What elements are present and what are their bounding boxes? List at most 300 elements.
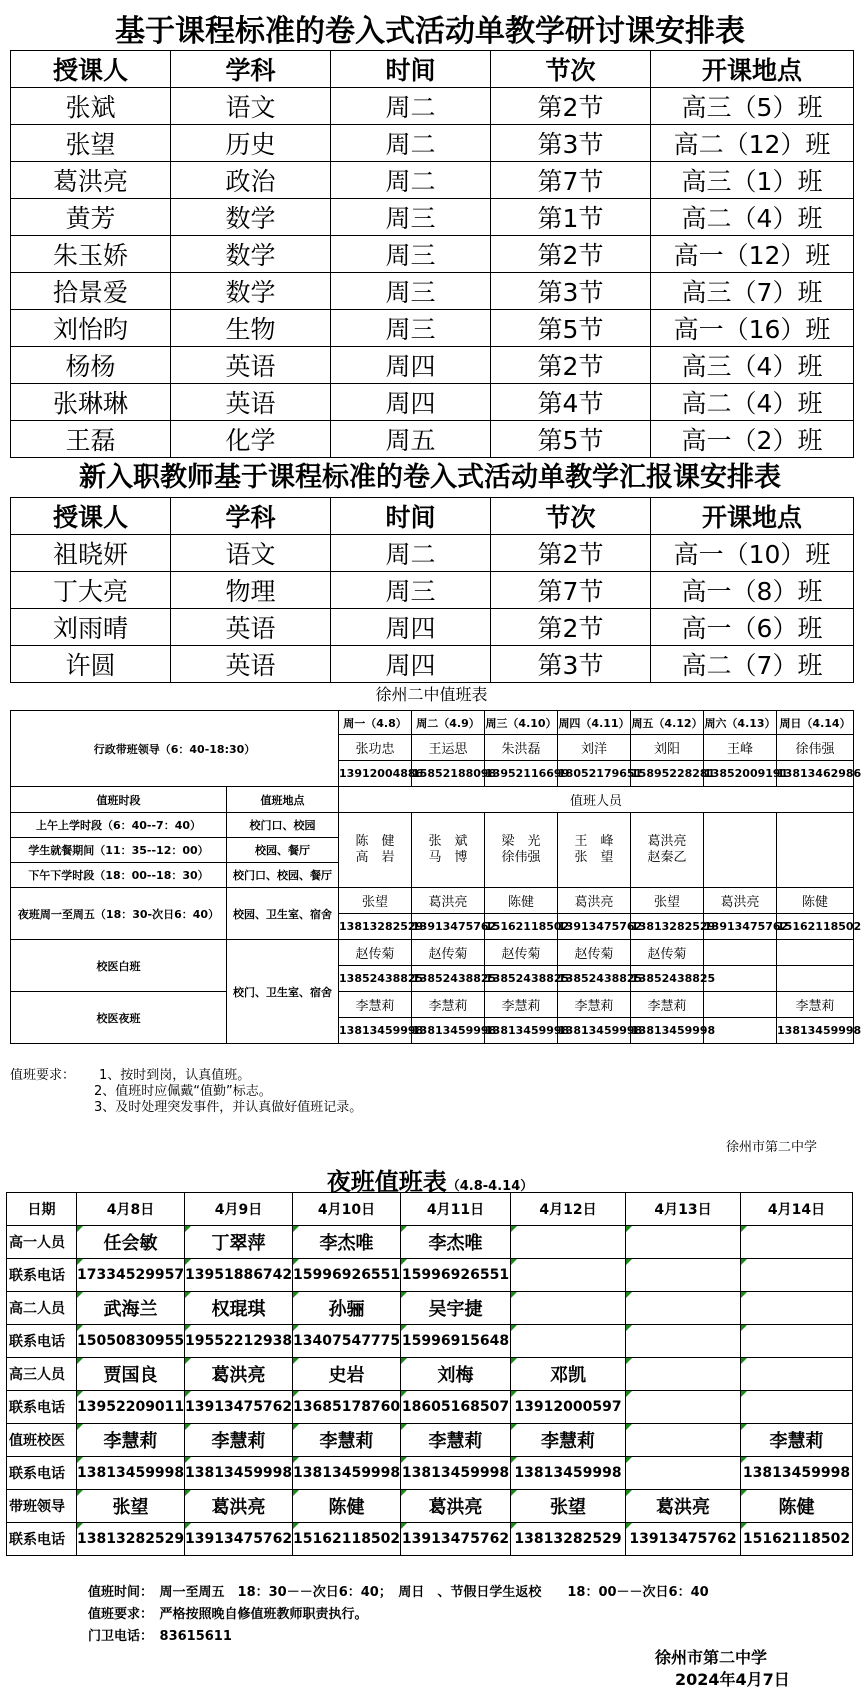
duty-staff-name: 高 岩 <box>355 850 395 865</box>
table1-cell: 周二 <box>331 88 491 125</box>
duty-doc-day-phone: 13852438825 <box>558 966 631 992</box>
night-date-header: 4月9日 <box>185 1193 293 1226</box>
duty-doc-day-name: 赵传菊 <box>412 940 485 966</box>
table1-cell: 拾景爱 <box>11 273 171 310</box>
table1-cell: 王磊 <box>11 421 171 458</box>
night-name-cell: 孙骊 <box>293 1292 401 1325</box>
duty-day-header: 周四（4.11） <box>558 711 631 735</box>
table1-cell: 周四 <box>331 347 491 384</box>
duty-staff-cell <box>558 813 631 888</box>
duty-staff-cell <box>412 813 485 888</box>
night-name-cell: 李慧莉 <box>401 1424 511 1457</box>
night-row-label: 联系电话 <box>7 1457 77 1490</box>
night-name-cell <box>741 1226 853 1259</box>
table2-cell: 高一（8）班 <box>651 572 854 609</box>
duty-leader-name: 徐伟强 <box>777 735 854 761</box>
night-title: 夜班值班表 <box>326 1168 447 1196</box>
night-name-cell <box>626 1424 741 1457</box>
table1-cell: 黄芳 <box>11 199 171 236</box>
duty-period-place: 校门口、校园、餐厅 <box>227 863 339 888</box>
night-phone-cell <box>741 1259 853 1292</box>
duty-period-place: 校门口、校园 <box>227 813 339 838</box>
duty-night-name: 葛洪亮 <box>704 888 777 914</box>
table1-row <box>11 347 854 384</box>
duty-staff-name: 梁 光 <box>501 834 541 849</box>
duty-leader-name: 王运思 <box>412 735 485 761</box>
table1-cell: 刘怡昀 <box>11 310 171 347</box>
night-phone-cell <box>626 1259 741 1292</box>
table1-cell: 第3节 <box>491 125 651 162</box>
table1-cell: 高二（4）班 <box>651 199 854 236</box>
table1-cell: 第7节 <box>491 162 651 199</box>
table1-cell: 周三 <box>331 310 491 347</box>
duty-leader-phone: 13852009191 <box>704 761 777 787</box>
night-row-label: 联系电话 <box>7 1325 77 1358</box>
duty-doc-day-name: 赵传菊 <box>485 940 558 966</box>
duty-doc-day-phone: 13852438825 <box>339 966 412 992</box>
duty-row <box>11 711 854 735</box>
duty-staff-cell <box>339 813 412 888</box>
table1-cell: 周二 <box>331 125 491 162</box>
duty-night-name: 葛洪亮 <box>412 888 485 914</box>
duty-staff-name: 葛洪亮 <box>647 834 687 849</box>
night-date-header: 4月8日 <box>77 1193 185 1226</box>
night-name-cell <box>626 1226 741 1259</box>
night-date-header: 4月13日 <box>626 1193 741 1226</box>
duty-doc-night-phone: 13813459998 <box>631 1018 704 1044</box>
duty-period-label: 上午上学时段（6：40--7：40） <box>11 813 227 838</box>
night-phone-cell: 15162118502 <box>741 1523 853 1556</box>
night-name-cell: 李慧莉 <box>293 1424 401 1457</box>
table1-header-cell: 时间 <box>331 51 491 88</box>
night-name-cell: 任会敏 <box>77 1226 185 1259</box>
night-phone-cell: 13813459998 <box>511 1457 626 1490</box>
table1-cell: 张斌 <box>11 88 171 125</box>
duty-staff-cell <box>631 813 704 888</box>
night-row-label: 高一人员 <box>7 1226 77 1259</box>
night-phone-cell: 13913475762 <box>185 1391 293 1424</box>
table1-row <box>11 236 854 273</box>
table1-cell: 朱玉娇 <box>11 236 171 273</box>
table1-cell: 政治 <box>171 162 331 199</box>
night-phone-cell: 13813459998 <box>77 1457 185 1490</box>
night-name-cell: 张望 <box>511 1490 626 1523</box>
table1-cell: 杨杨 <box>11 347 171 384</box>
table2-cell: 英语 <box>171 609 331 646</box>
night-phone-cell: 13912000597 <box>511 1391 626 1424</box>
table1-cell: 葛洪亮 <box>11 162 171 199</box>
night-row-label: 联系电话 <box>7 1259 77 1292</box>
duty-night-label: 夜班周一至周五（18：30-次日6：40） <box>11 888 227 940</box>
night-phone-cell: 15050830955 <box>77 1325 185 1358</box>
night-row <box>7 1490 853 1523</box>
duty-row <box>11 992 854 1018</box>
table1-row <box>11 88 854 125</box>
night-phone-cell: 15996926551 <box>293 1259 401 1292</box>
table2-cell: 第3节 <box>491 646 651 683</box>
night-phone-cell: 13407547775 <box>293 1325 401 1358</box>
table2-cell: 周四 <box>331 609 491 646</box>
night-name-cell <box>511 1292 626 1325</box>
duty-leader-phone: 18052179651 <box>558 761 631 787</box>
table1-cell: 第2节 <box>491 236 651 273</box>
night-phone-cell: 13813459998 <box>185 1457 293 1490</box>
night-row-label: 高二人员 <box>7 1292 77 1325</box>
duty-period-place: 校园、餐厅 <box>227 838 339 863</box>
duty-doc-night-name: 李慧莉 <box>631 992 704 1018</box>
night-phone-cell: 13813459998 <box>741 1457 853 1490</box>
duty-night-name: 陈健 <box>777 888 854 914</box>
night-phone-cell: 13813282529 <box>77 1523 185 1556</box>
duty-req-line-2: 2、值班时应佩戴“值勤”标志。 <box>94 1084 272 1099</box>
duty-leader-phone: 15852188098 <box>412 761 485 787</box>
table1-row <box>11 273 854 310</box>
night-row <box>7 1259 853 1292</box>
duty-staff-name: 王 峰 <box>574 834 614 849</box>
table1-cell: 高三（7）班 <box>651 273 854 310</box>
table2-cell: 语文 <box>171 535 331 572</box>
night-phone-cell: 19552212938 <box>185 1325 293 1358</box>
duty-row <box>11 940 854 966</box>
duty-title: 徐州二中值班表 <box>375 685 488 704</box>
table2-cell: 丁大亮 <box>11 572 171 609</box>
night-name-cell <box>511 1226 626 1259</box>
duty-day-header: 周一（4.8） <box>339 711 412 735</box>
duty-doc-day-phone: 13852438825 <box>631 966 704 992</box>
table2-header-cell: 节次 <box>491 498 651 535</box>
night-row <box>7 1424 853 1457</box>
table2-cell: 第2节 <box>491 535 651 572</box>
night-date-header: 4月14日 <box>741 1193 853 1226</box>
duty-night-phone: 13913475762 <box>558 914 631 940</box>
duty-doc-night-label: 校医夜班 <box>11 992 227 1044</box>
duty-doc-night-phone: 13813459998 <box>412 1018 485 1044</box>
duty-leader-label: 行政带班领导（6：40-18:30） <box>11 711 339 787</box>
table1-cell: 英语 <box>171 384 331 421</box>
duty-doc-day-label: 校医白班 <box>11 940 227 992</box>
night-phone-cell: 13685178760 <box>293 1391 401 1424</box>
duty-doc-night-name: 李慧莉 <box>412 992 485 1018</box>
table1-row <box>11 421 854 458</box>
night-row-label: 联系电话 <box>7 1391 77 1424</box>
night-date-header: 4月12日 <box>511 1193 626 1226</box>
night-phone-cell: 13951886742 <box>185 1259 293 1292</box>
night-phone-cell: 13813459998 <box>293 1457 401 1490</box>
duty-doc-night-phone: 13813459998 <box>558 1018 631 1044</box>
duty-period-header: 值班时段 <box>11 787 227 813</box>
schedule-table-1 <box>10 50 854 458</box>
table1-cell: 周三 <box>331 199 491 236</box>
table1-cell: 数学 <box>171 236 331 273</box>
table1-cell: 高三（5）班 <box>651 88 854 125</box>
duty-doc-night-phone: 13813459998 <box>777 1018 854 1044</box>
duty-night-name: 葛洪亮 <box>558 888 631 914</box>
duty-night-phone: 13913475762 <box>704 914 777 940</box>
duty-leader-phone: 13813462986 <box>777 761 854 787</box>
gate-phone-label: 门卫电话： <box>88 1629 147 1644</box>
night-name-cell <box>741 1292 853 1325</box>
table1-row <box>11 199 854 236</box>
duty-place-header: 值班地点 <box>227 787 339 813</box>
table1-cell: 张琳琳 <box>11 384 171 421</box>
duty-night-phone: 13913475762 <box>412 914 485 940</box>
table2-cell: 许圆 <box>11 646 171 683</box>
night-phone-cell: 13813282529 <box>511 1523 626 1556</box>
duty-night-phone: 15162118502 <box>777 914 854 940</box>
table1-cell: 高一（16）班 <box>651 310 854 347</box>
table1-cell: 第5节 <box>491 310 651 347</box>
night-row <box>7 1325 853 1358</box>
night-name-cell: 葛洪亮 <box>185 1358 293 1391</box>
duty-doc-day-name <box>704 940 777 966</box>
duty-footer: 徐州市第二中学 <box>726 1140 818 1155</box>
table1-cell: 高三（4）班 <box>651 347 854 384</box>
duty-req-line-1: 1、按时到岗，认真值班。 <box>99 1068 251 1083</box>
night-row <box>7 1457 853 1490</box>
table1-cell: 周五 <box>331 421 491 458</box>
night-name-cell: 葛洪亮 <box>185 1490 293 1523</box>
table2-row <box>11 535 854 572</box>
night-phone-cell <box>626 1457 741 1490</box>
night-phone-cell: 13913475762 <box>626 1523 741 1556</box>
table1-header-cell: 授课人 <box>11 51 171 88</box>
duty-day-header: 周五（4.12） <box>631 711 704 735</box>
duty-leader-phone: 15895228281 <box>631 761 704 787</box>
duty-time-text: 周一至周五 18：30－－次日6：40； 周日 、节假日学生返校 18：00－－次日6：40 <box>159 1585 709 1600</box>
night-row <box>7 1358 853 1391</box>
night-row <box>7 1292 853 1325</box>
duty-day-header: 周六（4.13） <box>704 711 777 735</box>
table1-cell: 周二 <box>331 162 491 199</box>
night-name-cell: 贾国良 <box>77 1358 185 1391</box>
table2-cell: 高一（10）班 <box>651 535 854 572</box>
night-phone-cell <box>626 1391 741 1424</box>
table2-title: 新入职教师基于课程标准的卷入式活动单教学汇报课安排表 <box>79 462 781 493</box>
duty-doc-day-name <box>777 940 854 966</box>
duty-leader-name: 王峰 <box>704 735 777 761</box>
duty-night-phone: 13813282529 <box>631 914 704 940</box>
table2-header-cell: 授课人 <box>11 498 171 535</box>
table2-cell: 周三 <box>331 572 491 609</box>
table1-cell: 语文 <box>171 88 331 125</box>
duty-night-phone: 15162118502 <box>485 914 558 940</box>
duty-day-header: 周二（4.9） <box>412 711 485 735</box>
duty-period-label: 下午下学时段（18：00--18：30） <box>11 863 227 888</box>
night-name-cell <box>741 1358 853 1391</box>
duty-doc-night-name: 李慧莉 <box>339 992 412 1018</box>
duty-leader-phone: 13912004886 <box>339 761 412 787</box>
night-date-header: 4月10日 <box>293 1193 401 1226</box>
duty-time-label: 值班时间： <box>88 1585 147 1600</box>
table2-row <box>11 646 854 683</box>
table2-header-cell: 学科 <box>171 498 331 535</box>
table1-cell: 周三 <box>331 236 491 273</box>
night-name-cell: 李慧莉 <box>77 1424 185 1457</box>
night-phone-cell: 18605168507 <box>401 1391 511 1424</box>
night-phone-cell: 13913475762 <box>401 1523 511 1556</box>
night-date-label: 日期 <box>7 1193 77 1226</box>
duty-leader-name: 张功忠 <box>339 735 412 761</box>
duty-doc-day-phone: 13852438825 <box>412 966 485 992</box>
duty-night-place: 校园、卫生室、宿舍 <box>227 888 339 940</box>
night-name-cell: 史岩 <box>293 1358 401 1391</box>
night-date-header: 4月11日 <box>401 1193 511 1226</box>
duty-staff-cell <box>485 813 558 888</box>
night-row-label: 联系电话 <box>7 1523 77 1556</box>
table2-row <box>11 572 854 609</box>
table2-header-cell: 开课地点 <box>651 498 854 535</box>
table2-cell: 第2节 <box>491 609 651 646</box>
night-row-label: 带班领导 <box>7 1490 77 1523</box>
table1-cell: 高三（1）班 <box>651 162 854 199</box>
gate-phone: 83615611 <box>159 1629 232 1644</box>
night-name-cell: 陈健 <box>293 1490 401 1523</box>
duty-staff-name: 张 望 <box>574 850 614 865</box>
night-phone-cell <box>741 1325 853 1358</box>
night-name-cell: 李慧莉 <box>741 1424 853 1457</box>
table1-cell: 第4节 <box>491 384 651 421</box>
duty-doc-day-name: 赵传菊 <box>558 940 631 966</box>
table1-cell: 周四 <box>331 384 491 421</box>
table2-cell: 高二（7）班 <box>651 646 854 683</box>
table2-cell: 周四 <box>331 646 491 683</box>
table1-header-cell: 节次 <box>491 51 651 88</box>
duty-row <box>11 813 854 838</box>
school-name: 徐州市第二中学 <box>655 1648 768 1667</box>
night-req-label: 值班要求： <box>88 1607 147 1622</box>
duty-night-name: 张望 <box>631 888 704 914</box>
night-name-cell <box>626 1292 741 1325</box>
table2-row <box>11 609 854 646</box>
duty-req-label: 值班要求： <box>10 1068 76 1083</box>
night-phone-cell: 17334529957 <box>77 1259 185 1292</box>
night-table <box>6 1192 853 1556</box>
table1-title: 基于课程标准的卷入式活动单教学研讨课安排表 <box>115 14 745 49</box>
night-phone-cell: 15996915648 <box>401 1325 511 1358</box>
night-phone-cell <box>511 1259 626 1292</box>
night-row <box>7 1523 853 1556</box>
table2-cell: 祖晓妍 <box>11 535 171 572</box>
table1-cell: 周三 <box>331 273 491 310</box>
table1-cell: 第5节 <box>491 421 651 458</box>
duty-doc-day-phone <box>777 966 854 992</box>
duty-leader-phone: 13952116699 <box>485 761 558 787</box>
night-phone-cell: 13913475762 <box>185 1523 293 1556</box>
night-name-cell: 张望 <box>77 1490 185 1523</box>
table1-cell: 第2节 <box>491 347 651 384</box>
duty-doc-day-name: 赵传菊 <box>631 940 704 966</box>
table2-cell: 刘雨晴 <box>11 609 171 646</box>
table2-header-row <box>11 498 854 535</box>
duty-table <box>10 710 861 1044</box>
night-name-cell: 李杰唯 <box>293 1226 401 1259</box>
table1-cell: 数学 <box>171 273 331 310</box>
duty-staff-empty <box>704 813 777 888</box>
duty-doc-night-name: 李慧莉 <box>485 992 558 1018</box>
table1-cell: 数学 <box>171 199 331 236</box>
night-phone-cell: 13813459998 <box>401 1457 511 1490</box>
duty-day-header: 周三（4.10） <box>485 711 558 735</box>
night-name-cell: 陈健 <box>741 1490 853 1523</box>
night-name-cell: 武海兰 <box>77 1292 185 1325</box>
duty-doc-day-phone: 13852438825 <box>485 966 558 992</box>
table1-header-row <box>11 51 854 88</box>
night-name-cell: 刘梅 <box>401 1358 511 1391</box>
duty-req-line-3: 3、及时处理突发事件，并认真做好值班记录。 <box>94 1100 363 1115</box>
night-name-cell: 吴宇捷 <box>401 1292 511 1325</box>
night-phone-cell <box>626 1325 741 1358</box>
duty-staff-header: 值班人员 <box>339 787 854 813</box>
night-name-cell: 权琨琪 <box>185 1292 293 1325</box>
table1-cell: 高二（4）班 <box>651 384 854 421</box>
table1-cell: 张望 <box>11 125 171 162</box>
duty-time-line <box>88 1581 709 1600</box>
table2-cell: 第7节 <box>491 572 651 609</box>
night-name-cell: 邓凯 <box>511 1358 626 1391</box>
duty-doc-night-name: 李慧莉 <box>777 992 854 1018</box>
table1-cell: 生物 <box>171 310 331 347</box>
duty-staff-empty <box>777 813 854 888</box>
night-phone-cell: 15996926551 <box>401 1259 511 1292</box>
night-name-cell <box>626 1358 741 1391</box>
table2-cell: 物理 <box>171 572 331 609</box>
duty-doc-day-name: 赵传菊 <box>339 940 412 966</box>
night-req-text: 严格按照晚自修值班教师职责执行。 <box>159 1607 368 1622</box>
table1-cell: 化学 <box>171 421 331 458</box>
table1-row <box>11 125 854 162</box>
duty-row <box>11 888 854 914</box>
table1-cell: 第3节 <box>491 273 651 310</box>
table2-header-cell: 时间 <box>331 498 491 535</box>
table1-cell: 高二（12）班 <box>651 125 854 162</box>
night-phone-cell <box>511 1325 626 1358</box>
table1-cell: 历史 <box>171 125 331 162</box>
duty-staff-name: 赵秦乙 <box>647 850 687 865</box>
night-row-label: 高三人员 <box>7 1358 77 1391</box>
duty-leader-name: 朱洪磊 <box>485 735 558 761</box>
duty-period-label: 学生就餐期间（11：35--12：00） <box>11 838 227 863</box>
night-subtitle: （4.8-4.14） <box>446 1179 534 1194</box>
night-name-cell: 丁翠萍 <box>185 1226 293 1259</box>
duty-doc-night-phone: 13813459998 <box>339 1018 412 1044</box>
duty-staff-name: 陈 健 <box>355 834 395 849</box>
table1-cell: 英语 <box>171 347 331 384</box>
night-phone-cell <box>741 1391 853 1424</box>
duty-day-header: 周日（4.14） <box>777 711 854 735</box>
night-req-line <box>88 1603 368 1622</box>
night-name-cell: 葛洪亮 <box>401 1490 511 1523</box>
table1-cell: 高一（2）班 <box>651 421 854 458</box>
schedule-table-2 <box>10 497 854 683</box>
night-name-cell: 李杰唯 <box>401 1226 511 1259</box>
table2-cell: 高一（6）班 <box>651 609 854 646</box>
duty-leader-name: 刘洋 <box>558 735 631 761</box>
table1-row <box>11 162 854 199</box>
night-row <box>7 1391 853 1424</box>
issue-date: 2024年4月7日 <box>675 1670 790 1689</box>
night-header-row <box>7 1193 853 1226</box>
duty-staff-name: 张 斌 <box>428 834 468 849</box>
night-name-cell: 葛洪亮 <box>626 1490 741 1523</box>
duty-doc-place: 校门、卫生室、宿舍 <box>227 940 339 1044</box>
night-row <box>7 1226 853 1259</box>
duty-doc-night-name: 李慧莉 <box>558 992 631 1018</box>
night-name-cell: 李慧莉 <box>185 1424 293 1457</box>
duty-doc-night-phone: 13813459998 <box>485 1018 558 1044</box>
duty-doc-night-name <box>704 992 777 1018</box>
duty-requirements <box>10 1068 362 1116</box>
night-row-label: 值班校医 <box>7 1424 77 1457</box>
